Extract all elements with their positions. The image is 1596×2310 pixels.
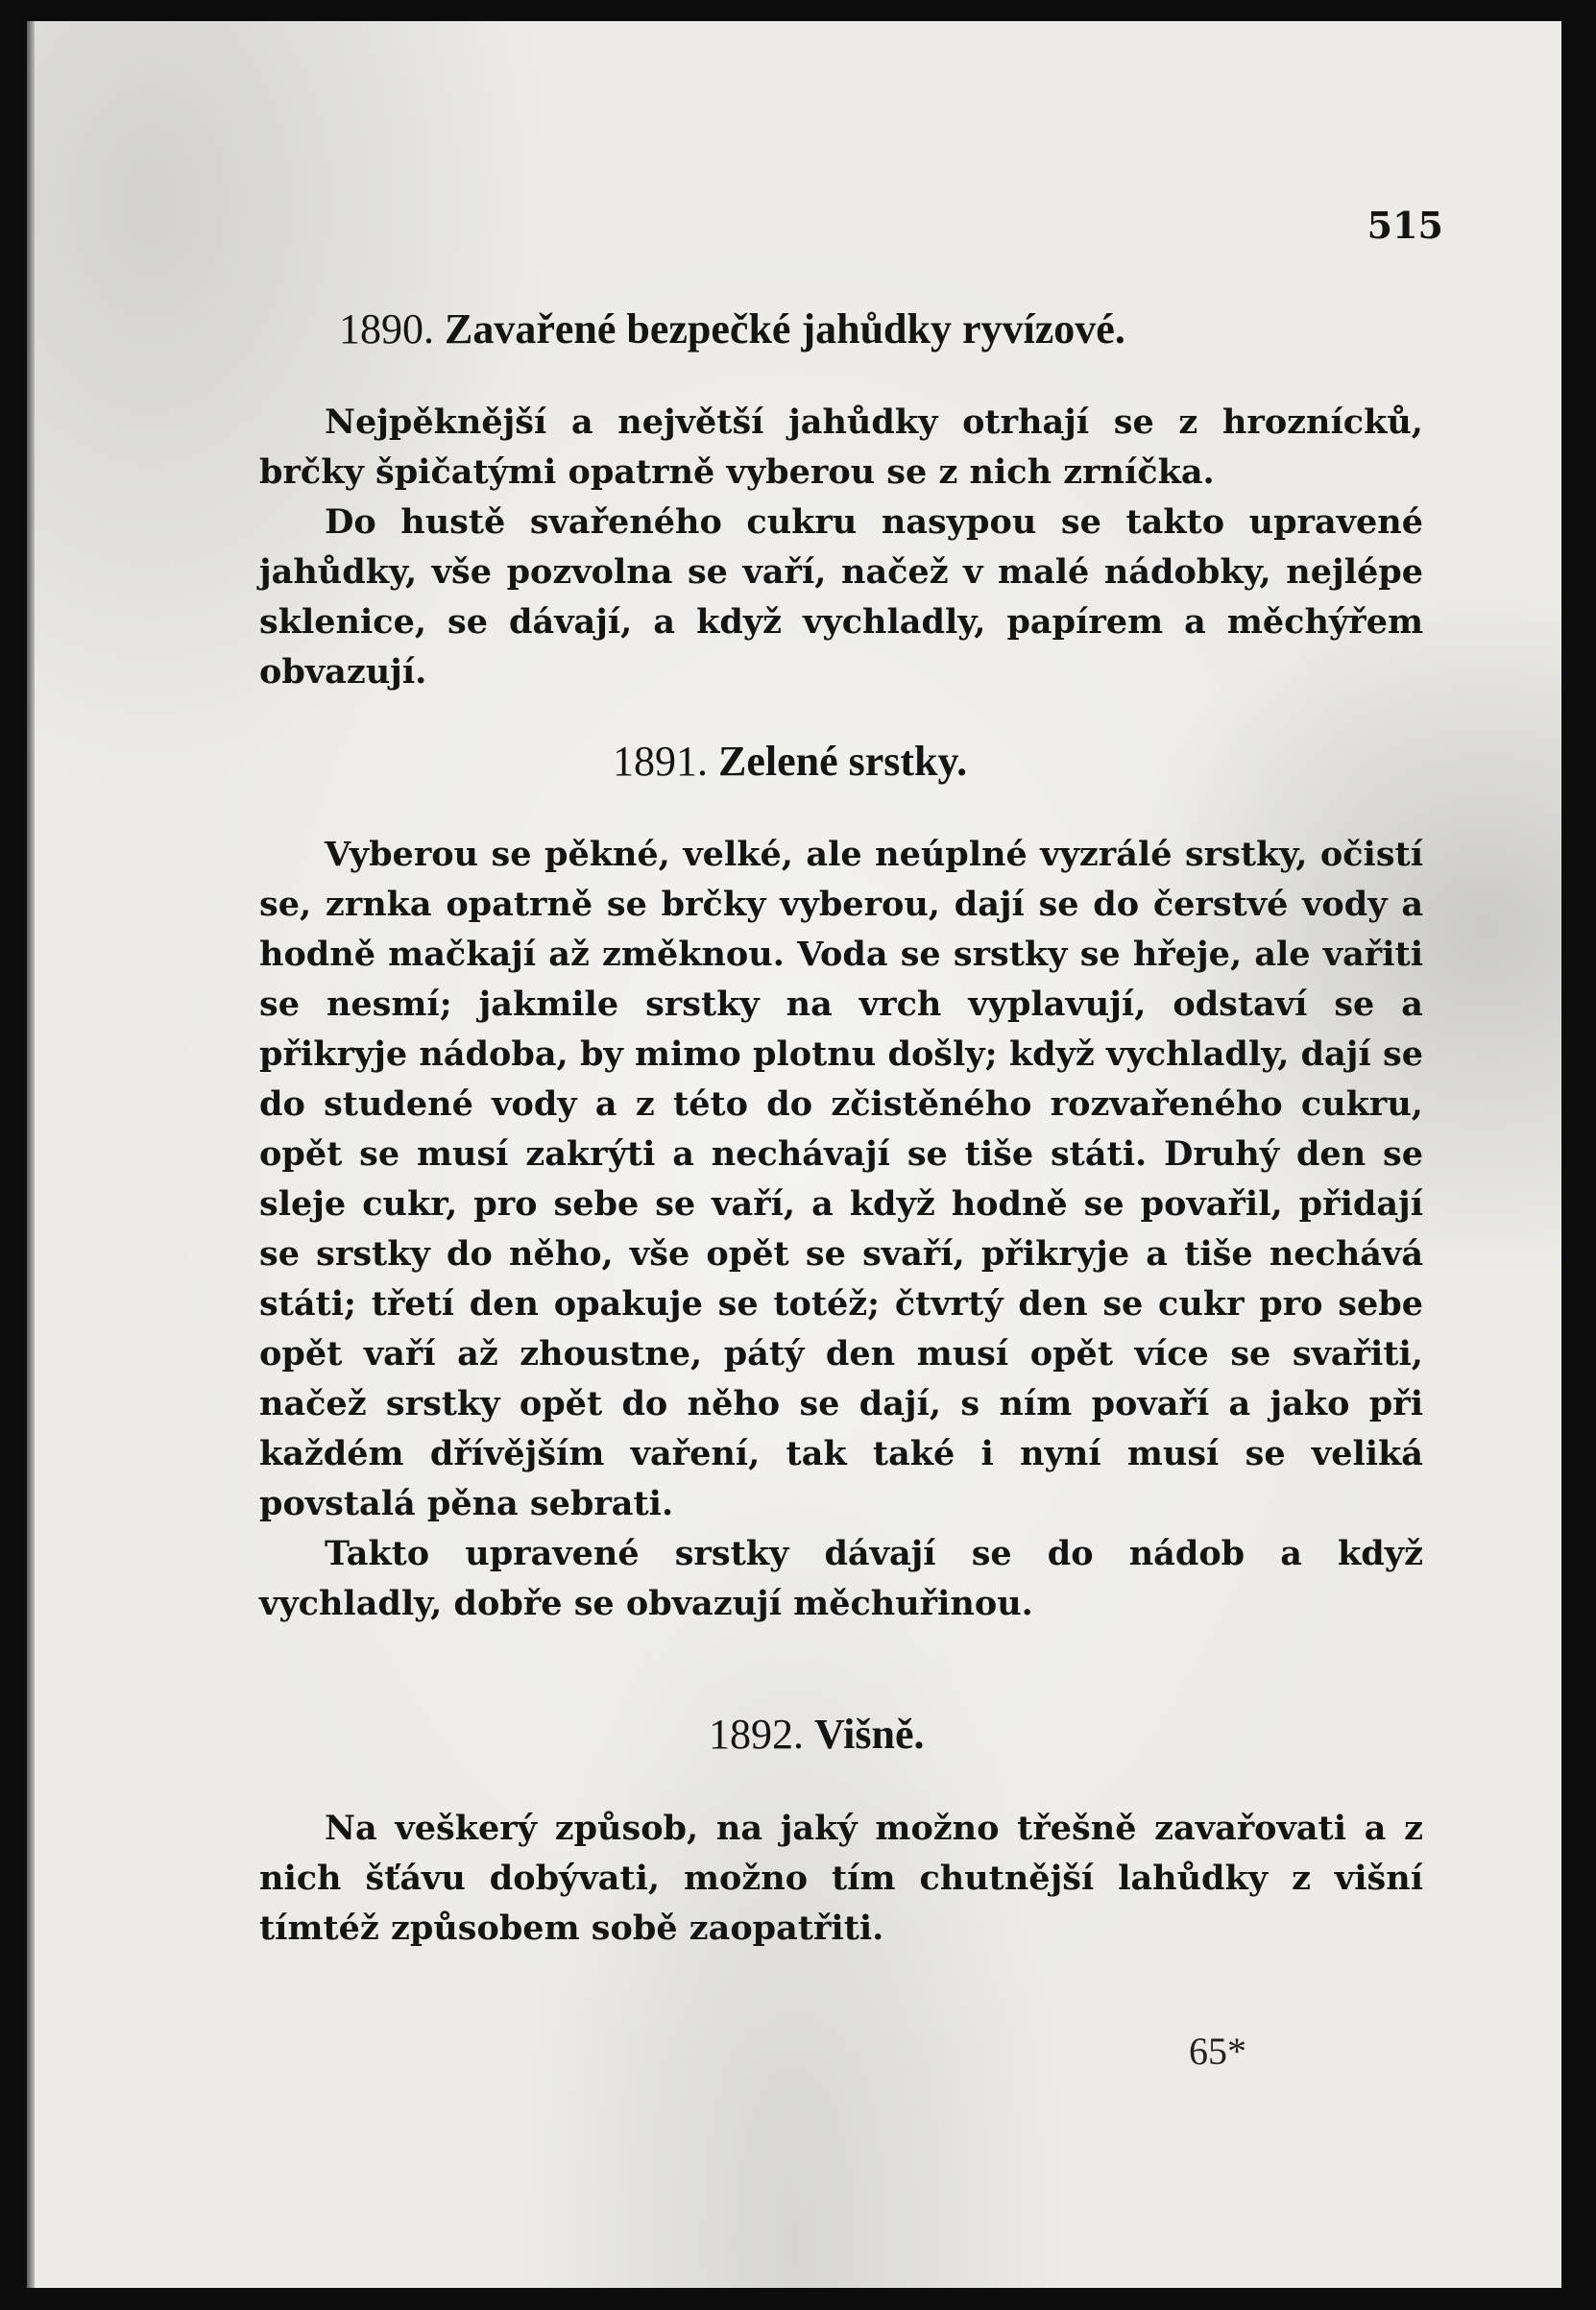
section-title: Zavařené bezpečké jahůdky ryvízové. <box>445 305 1125 353</box>
section-body-1891 <box>259 830 1423 1629</box>
signature-mark: 65* <box>1189 2030 1246 2073</box>
paragraph: Nejpěknější a největší jahůdky otrhají se z hroznícků, brčky špičatými opatrně vyberou se z nich zrníčka. <box>259 402 1423 492</box>
paragraph: Vyberou se pěkné, velké, ale neúplné vyzrálé srstky, očistí se, zrnka opatrně se brčky vyberou, dají se do čerstvé vody a hodně mačkají až změknou. Voda se srstky se hřeje, ale vařiti se nesmí; jakmile srstky na vrch vyplavují, odstaví se a přikryje nádoba, by mimo plotnu došly; když vychladly, dají se do studené vody a z této do zčistěného rozvařeného cukru, opět se musí zakrýti a nechávají se tiše státi. Druhý den se sleje cukr, pro sebe se vaří, a když hodně se povařil, přidají se srstky do něho, vše opět se svaří, přikryje a tiše nechává státi; třetí den opakuje se totéž; čtvrtý den se cukr pro sebe opět vaří až zhoustne, pátý den musí opět více se svařiti, načež srstky opět do něho se dají, s ním povaří a jako při každém dřívějším vaření, tak také i nyní musí se veliká povstalá pěna sebrati. <box>259 835 1423 1523</box>
page-spine-shadow <box>27 21 35 2288</box>
section-number: 1892. <box>709 1711 804 1758</box>
book-page <box>27 21 1561 2288</box>
section-title: Zelené srstky. <box>718 738 968 785</box>
section-number: 1891. <box>613 738 708 785</box>
section-body-1890 <box>259 398 1423 697</box>
section-heading-1891 <box>613 737 967 786</box>
paragraph: Do hustě svařeného cukru nasypou se takto upravené jahůdky, vše pozvolna se vaří, načež v malé nádobky, nejlépe sklenice, se dávají, a když vychladly, papírem a měchýřem obvazují. <box>259 502 1423 692</box>
section-title: Višně. <box>814 1711 925 1758</box>
section-number: 1890. <box>339 305 434 353</box>
section-heading-1890 <box>339 304 1125 353</box>
page-number: 515 <box>1366 204 1443 247</box>
paragraph: Takto upravené srstky dávají se do nádob a když vychladly, dobře se obvazují měchuřinou. <box>259 1534 1423 1623</box>
paragraph: Na veškerý způsob, na jaký možno třešně zavařovati a z nich šťávu dobývati, možno tím chutnější lahůdky z višní tímtéž způsobem sobě zaopatřiti. <box>259 1809 1423 1948</box>
section-body-1892 <box>259 1804 1423 1954</box>
section-heading-1892 <box>709 1710 925 1759</box>
